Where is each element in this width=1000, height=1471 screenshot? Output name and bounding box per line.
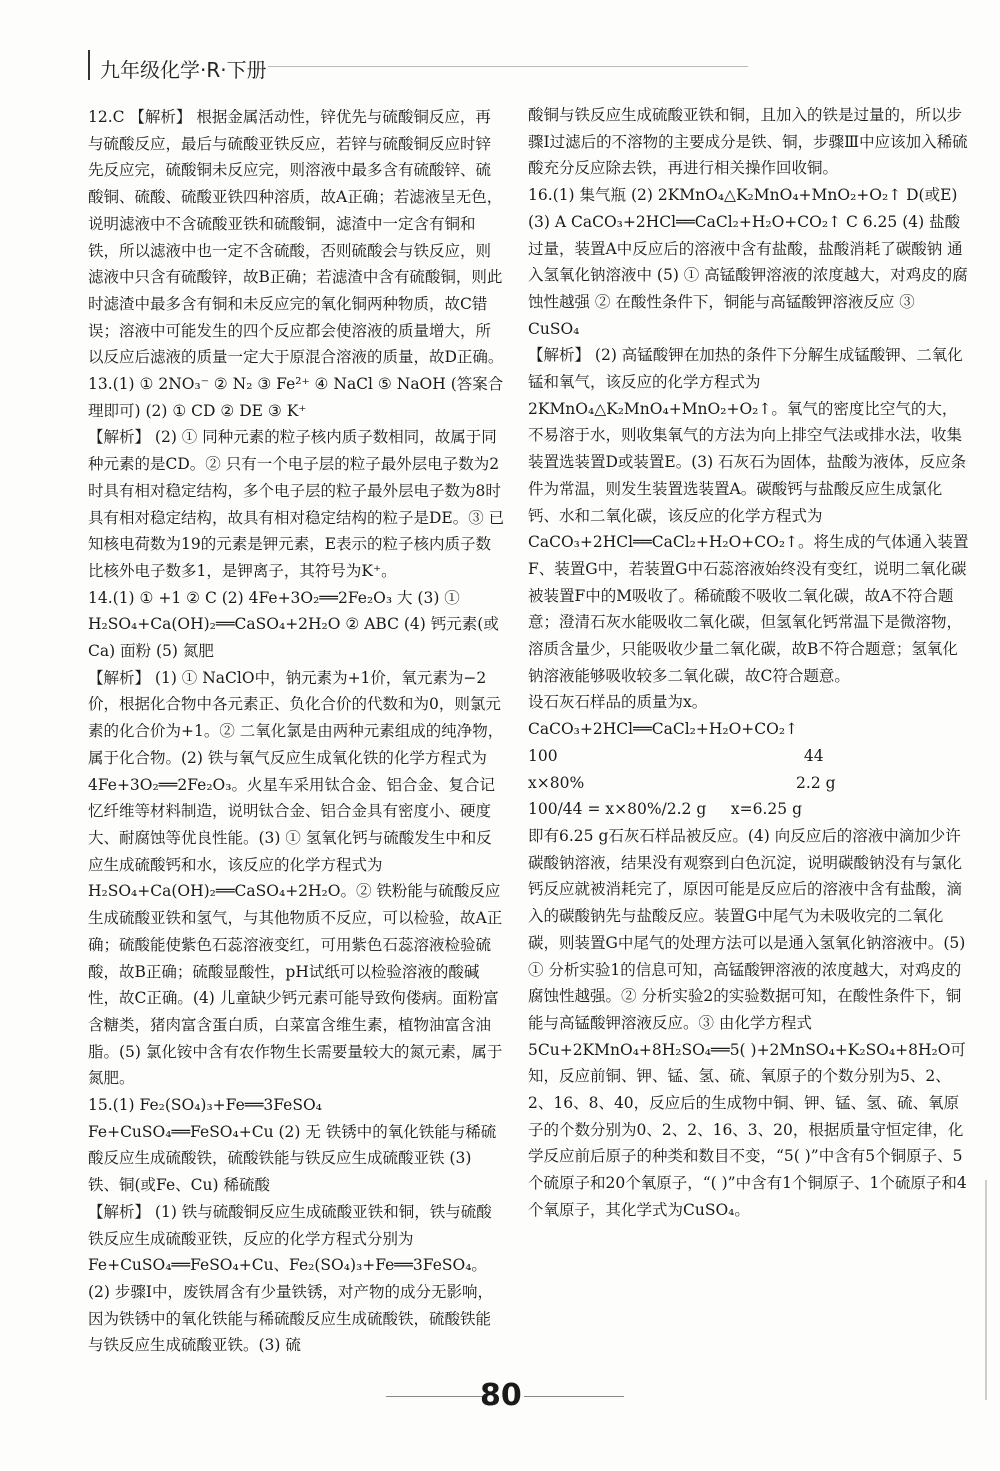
answer-12: 12.C 【解析】 根据金属活动性，锌优先与硫酸铜反应，再与硫酸反应，最后与硫酸亚铁反应，若锌与硫酸铜反应时锌先反应完，硫酸铜未反应完，则溶液中最多含有硫酸锌、硫酸铜、硫酸、硫酸亚铁四种溶质，故A正确；若滤液呈无色，说明滤液中不含硫酸亚铁和硫酸铜，滤渣中一定含有铜和铁，所以滤液中也一定不含硫酸，否则硫酸会与铁反应，则滤液中只含有硫酸锌，故B正确；若滤渣中含有硫酸铜，则此时滤渣中最多含有铜和未反应完的氧化铜两种物质，故C错误；溶液中可能发生的四个反应都会使溶液的质量增大，所以反应后滤液的质量一定大于原混合溶液的质量，故D正确。 [88,108,504,367]
calc-equation: CaCO₃+2HCl══CaCl₂+H₂O+CO₂↑ [528,720,799,739]
footer-line-left [386,1396,486,1397]
calc-molar-mass: 100 44 [528,746,824,765]
binding-edge [985,1180,987,1400]
calc-ratio: 100/44 = x×80%/2.2 g x=6.25 g [528,800,802,819]
analysis-15-continued: 酸铜与铁反应生成硫酸亚铁和铜，且加入的铁是过量的，所以步骤Ⅰ过滤后的不溶物的主要成分是铁、铜，步骤Ⅲ中应该加入稀硫酸充分反应除去铁，再进行相关操作回收铜。 [528,106,968,178]
page-footer [0,1376,1000,1416]
answer-15: 15.(1) Fe₂(SO₄)₃+Fe══3FeSO₄ Fe+CuSO₄══FeSO₄+Cu (2) 无 铁锈中的氧化铁能与稀硫酸反应生成硫酸铁，硫酸铁能与铁反应生成硫酸亚铁 (3) 铁、铜(或Fe、Cu) 稀硫酸 [88,1096,497,1195]
analysis-16-continued: 即有6.25 g石灰石样品被反应。(4) 向反应后的溶液中滴加少许碳酸钠溶液，结果没有观察到白色沉淀，说明碳酸钠没有与氯化钙反应就被消耗完了，原因可能是反应后的溶液中含有盐酸，滴入的碳酸钠先与盐酸反应。装置G中尾气为未吸收完的二氧化碳，则装置G中尾气的处理方法可以是通入氢氧化钠溶液中。(5) ① 分析实验1的信息可知，高锰酸钾溶液的浓度越大，对鸡皮的腐蚀性越强。② 分析实验2的实验数据可知，在酸性条件下，铜能与高锰酸钾溶液反应。③ 由化学方程式5Cu+2KMnO₄+8H₂SO₄══5( )+2MnSO₄+K₂SO₄+8H₂O可知，反应前铜、钾、锰、氢、硫、氧原子的个数分别为5、2、2、16、8、40，反应后的生成物中铜、钾、锰、氢、硫、氧原子的个数分别为0、2、2、16、3、20，根据质量守恒定律，化学反应前后原子的种类和数目不变，“5( )”中含有5个铜原子、5个硫原子和20个氧原子，“( )”中含有1个铜原子、1个硫原子和4个氧原子，其化学式为CuSO₄。 [528,826,967,1219]
calc-setup: 设石灰石样品的质量为x。 [528,693,708,712]
analysis-14: 【解析】 (1) ① NaClO中，钠元素为+1价，氧元素为−2价，根据化合物中各元素正、负化合价的代数和为0，则氯元素的化合价为+1。② 二氧化氯是由两种元素组成的纯净物，属于化合物。(2) 铁与氧气反应生成氧化铁的化学方程式为4Fe+3O₂══2Fe₂O₃。火星车采用钛合金、铝合金、复合记忆纤维等材料制造，说明钛合金、铝合金具有密度小、硬度大、耐腐蚀等优良性能。(3) ① 氢氧化钙与硫酸发生中和反应生成硫酸钙和水，该反应的化学方程式为H₂SO₄+Ca(OH)₂══CaSO₄+2H₂O。② 铁粉能与硫酸反应生成硫酸亚铁和氢气，与其他物质不反应，可以检验，故A正确；硫酸能使紫色石蕊溶液变红，可用紫色石蕊溶液检验硫酸，故B正确；硫酸显酸性，pH试纸可以检验溶液的酸碱性，故C正确。(4) 儿童缺少钙元素可能导致佝偻病。面粉富含糖类，猪肉富含蛋白质，白菜富含维生素，植物油富含油脂。(5) 氯化铵中含有农作物生长需要量较大的氮元素，属于氮肥。 [88,668,504,1088]
page-number: 80 [480,1378,522,1413]
header-rule [268,66,748,67]
footer-line-right [524,1396,624,1397]
answer-14: 14.(1) ① +1 ② C (2) 4Fe+3O₂══2Fe₂O₃ 大 (3) ① H₂SO₄+Ca(OH)₂══CaSO₄+2H₂O ② ABC (4) 钙元素(或Ca) 面粉 (5) 氮肥 [88,588,499,661]
analysis-15: 【解析】 (1) 铁与硫酸铜反应生成硫酸亚铁和铜，铁与硫酸铁反应生成硫酸亚铁，反应的化学方程式分别为Fe+CuSO₄══FeSO₄+Cu、Fe₂(SO₄)₃+Fe══3FeSO₄。(2) 步骤Ⅰ中，废铁屑含有少量铁锈，对产物的成分无影响，因为铁锈中的氧化铁能与稀硫酸反应生成硫酸铁，硫酸铁能与铁反应生成硫酸亚铁。(3) 硫 [88,1202,494,1355]
left-column [88,104,506,1359]
book-title: 九年级化学·R·下册 [100,58,267,82]
analysis-16: 【解析】 (2) 高锰酸钾在加热的条件下分解生成锰酸钾、二氧化锰和氧气，该反应的化学方程式为2KMnO₄△K₂MnO₄+MnO₂+O₂↑。氧气的密度比空气的大，不易溶于水，则收集氧气的方法为向上排空气法或排水法，收集装置选装置D或装置E。(3) 石灰石为固体，盐酸为液体，反应条件为常温，则发生装置选装置A。碳酸钙与盐酸反应生成氯化钙、水和二氧化碳，该反应的化学方程式为CaCO₃+2HCl══CaCl₂+H₂O+CO₂↑。将生成的气体通入装置F、装置G中，若装置G中石蕊溶液始终没有变红，说明二氧化碳被装置F中的M吸收了。稀硫酸不吸收二氧化碳，故A不符合题意；澄清石灰水能吸收二氧化碳，但氢氧化钙常温下是微溶物，溶质含量少，只能吸收少量二氧化碳，故B不符合题意；氢氧化钠溶液能够吸收较多二氧化碳，故C符合题意。 [528,346,969,685]
header-bar [88,50,90,80]
answer-16: 16.(1) 集气瓶 (2) 2KMnO₄△K₂MnO₄+MnO₂+O₂↑ D(或E) (3) A CaCO₃+2HCl══CaCl₂+H₂O+CO₂↑ C 6.25 (4) 盐酸过量，装置A中反应后的溶液中含有盐酸，盐酸消耗了碳酸钠 通入氢氧化钠溶液中 (5) ① 高锰酸钾溶液的浓度越大，对鸡皮的腐蚀性越强 ② 在酸性条件下，铜能与高锰酸钾溶液反应 ③ CuSO₄ [528,186,968,338]
right-column [528,102,970,1224]
calc-mass: x×80% 2.2 g [528,773,836,792]
analysis-13: 【解析】 (2) ① 同种元素的粒子核内质子数相同，故属于同种元素的是CD。② 只有一个电子层的粒子最外层电子数为2时具有相对稳定结构，多个电子层的粒子最外层电子数为8时具有相对稳定结构，故具有相对稳定结构的粒子是DE。③ 已知核电荷数为19的元素是钾元素，E表示的粒子核内质子数比核外电子数多1，是钾离子，其符号为K⁺。 [88,428,505,580]
page-header [88,50,668,80]
answer-13: 13.(1) ① 2NO₃⁻ ② N₂ ③ Fe²⁺ ④ NaCl ⑤ NaOH (答案合理即可) (2) ① CD ② DE ③ K⁺ [88,375,504,420]
